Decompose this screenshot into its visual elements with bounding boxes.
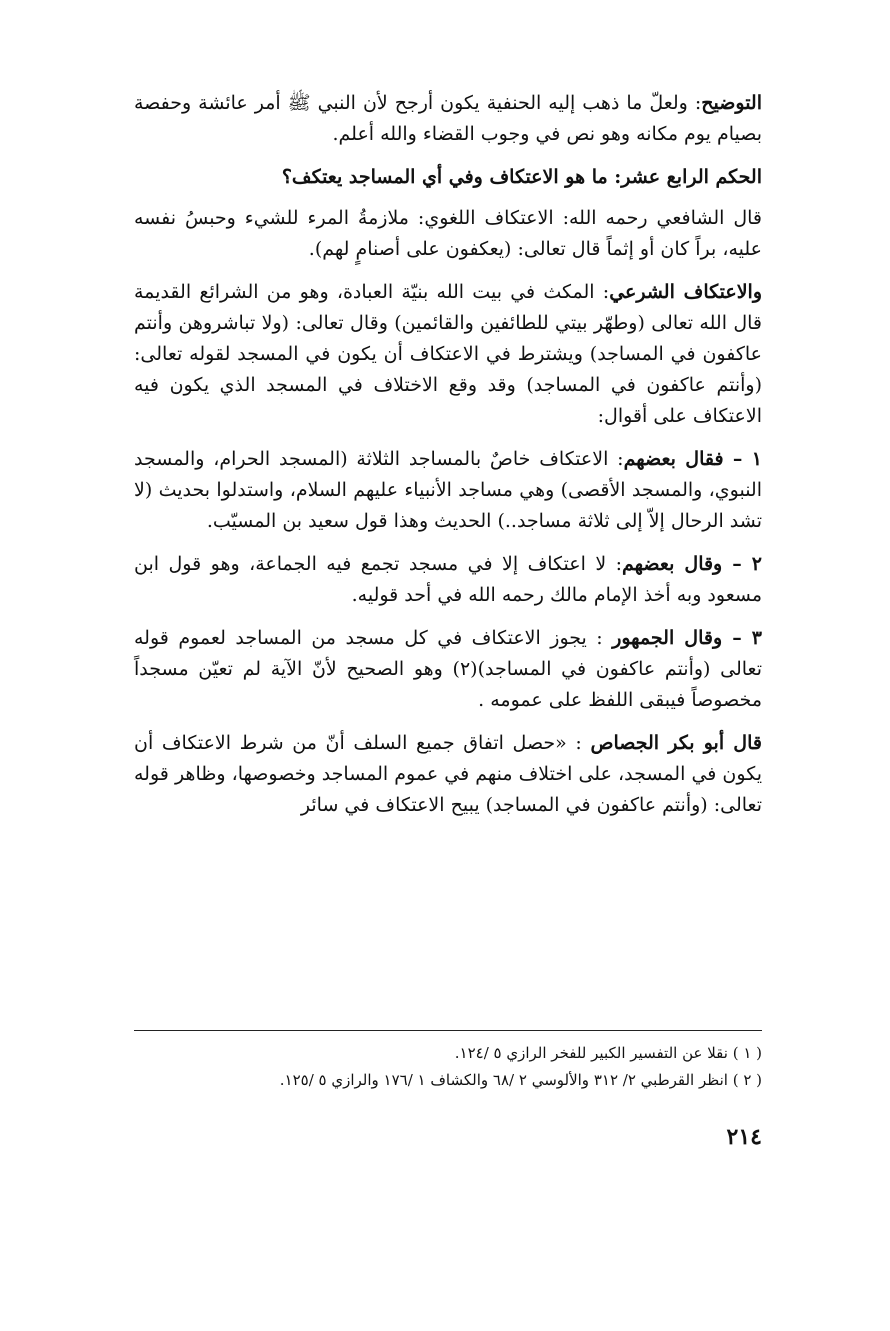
paragraph-text: : الاعتكاف خاصٌ بالمساجد الثلاثة (المسجد الحرام، والمسجد النبوي، والمسجد الأقصى) وهي مساجد الأنبياء عليهم السلام، واستدلوا بحديث (لا تشد الرحال إلاّ إلى ثلاثة مساجد..) الحديث وهذا قول سعيد بن المسيّب. <box>134 448 762 532</box>
paragraph-jassas-quote <box>134 728 762 821</box>
paragraph-linguistic-definition <box>134 203 762 265</box>
footnote-2: ( ٢ ) انظر القرطبي ٢/ ٣١٢ والألوسي ٢ /٦٨ والكشاف ١ /١٧٦ والرازي ٥ /١٢٥. <box>279 1071 762 1089</box>
paragraph-text: : ما هو الاعتكاف وفي أي المساجد يعتكف؟ <box>281 166 622 188</box>
footnote-1: ( ١ ) نقلا عن التفسير الكبير للفخر الرازي ٥ /١٢٤. <box>454 1044 762 1062</box>
paragraph-heading-ruling-14 <box>134 162 762 193</box>
paragraph-text: : يجوز الاعتكاف في كل مسجد من المساجد لعموم قوله تعالى (وأنتم عاكفون في المساجد)(٢) وهو الصحيح لأنّ الآية لم تعيّن مسجداً مخصوصاً فيبقى اللفظ على عمومه . <box>134 627 762 711</box>
paragraph-lead: التوضيح <box>701 92 762 114</box>
paragraph-text: : لا اعتكاف إلا في مسجد تجمع فيه الجماعة، وهو قول ابن مسعود وبه أخذ الإمام مالك رحمه الله في أحد قوليه. <box>134 553 762 606</box>
paragraph-lead: ٢ – وقال بعضهم <box>622 553 762 575</box>
paragraph-text: : ولعلّ ما ذهب إليه الحنفية يكون أرجح لأن النبي ﷺ أمر عائشة وحفصة بصيام يوم مكانه وهو نص في وجوب القضاء والله أعلم. <box>134 92 762 145</box>
paragraph-opinion-3 <box>134 623 762 716</box>
paragraph-opinion-2 <box>134 549 762 611</box>
page-number: ٢١٤ <box>726 1124 762 1150</box>
paragraph-text: : «حصل اتفاق جميع السلف أنّ من شرط الاعتكاف أن يكون في المسجد، على اختلاف منهم في عموم المساجد وخصوصها، وظاهر قوله تعالى: (وأنتم عاكفون في المساجد) يبيح الاعتكاف في سائر <box>134 732 762 816</box>
paragraph-lead: قال أبو بكر الجصاص <box>590 732 762 754</box>
paragraph-lead: ١ – فقال بعضهم <box>623 448 763 470</box>
paragraph-opinion-1 <box>134 444 762 537</box>
paragraph-lead: ٣ – وقال الجمهور <box>612 627 762 649</box>
paragraph-lead: والاعتكاف الشرعي <box>609 281 762 303</box>
footnotes <box>134 1040 762 1094</box>
paragraph-text: قال الشافعي رحمه الله: الاعتكاف اللغوي: ملازمةُ المرء للشيء وحبسُ نفسه عليه، براً كان أو إثماً قال تعالى: (يعكفون على أصنامٍ لهم). <box>134 207 762 260</box>
paragraph-legal-definition <box>134 277 762 432</box>
footnote-divider <box>134 1030 762 1031</box>
paragraph-tawdih <box>134 88 762 150</box>
page-body <box>134 88 762 833</box>
paragraph-text: : المكث في بيت الله بنيّة العبادة، وهو من الشرائع القديمة قال الله تعالى (وطهّر بيتي للطائفين والقائمين) وقال تعالى: (ولا تباشروهن وأنتم عاكفون في المساجد) ويشترط في الاعتكاف أن يكون في المسجد لقوله تعالى: (وأنتم عاكفون في المساجد) وقد وقع الاختلاف في المسجد الذي يكون فيه الاعتكاف على أقوال: <box>134 281 762 427</box>
paragraph-lead: الحكم الرابع عشر <box>621 166 762 188</box>
